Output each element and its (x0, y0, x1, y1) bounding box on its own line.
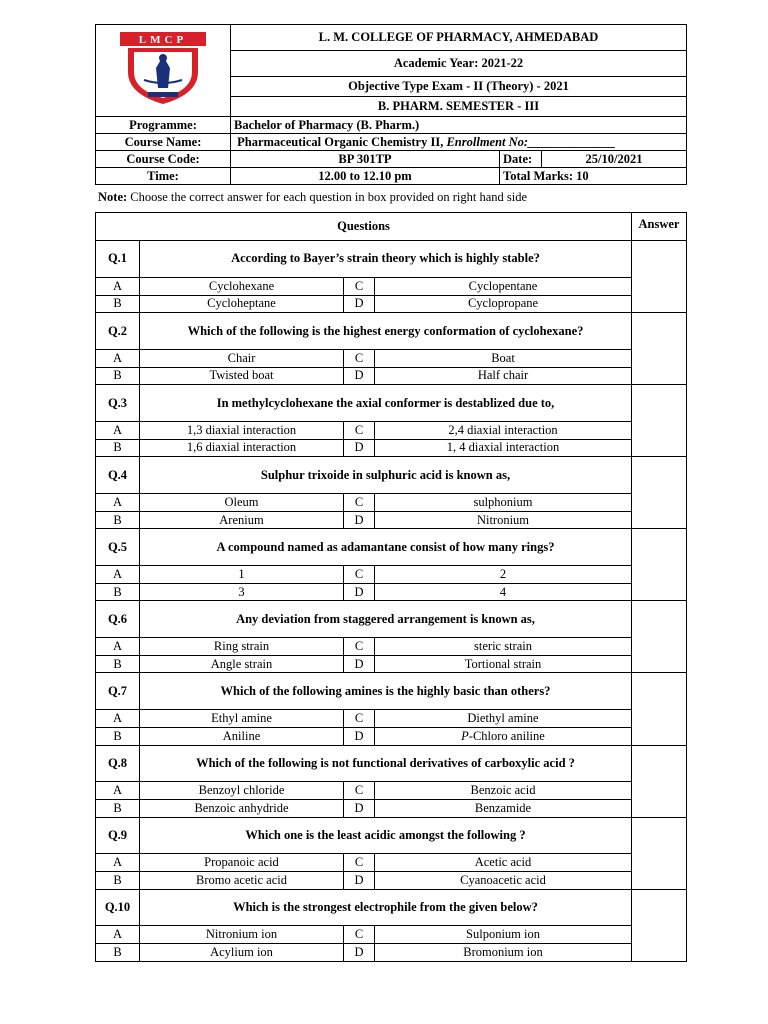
option-d-label: D (344, 367, 375, 385)
option-d-label: D (344, 799, 375, 817)
question-row (96, 385, 687, 422)
question-row (96, 673, 687, 710)
option-d-text: Cyanoacetic acid (375, 871, 632, 889)
option-row (96, 349, 687, 367)
question-number: Q.1 (96, 241, 140, 278)
course-name: Pharmaceutical Organic Chemistry II, (237, 134, 444, 149)
question-number: Q.10 (96, 889, 140, 926)
option-a-label: A (96, 637, 140, 655)
answer-box[interactable] (632, 241, 687, 313)
option-b-label: B (96, 295, 140, 313)
course-name-label: Course Name: (96, 134, 231, 151)
option-c-text: Boat (375, 349, 632, 367)
option-d-text (375, 727, 632, 745)
question-number: Q.2 (96, 313, 140, 350)
option-d-text: 4 (375, 583, 632, 601)
option-d-text: Cyclopropane (375, 295, 632, 313)
question-number: Q.6 (96, 601, 140, 638)
answer-box[interactable] (632, 889, 687, 961)
question-text: Which of the following is not functional derivatives of carboxylic acid ? (140, 745, 632, 782)
option-b-label: B (96, 727, 140, 745)
option-c-text: Acetic acid (375, 854, 632, 872)
question-text: Any deviation from staggered arrangement is known as, (140, 601, 632, 638)
note-text: Choose the correct answer for each question in box provided on right hand side (127, 190, 528, 204)
option-c-text: Sulponium ion (375, 926, 632, 944)
option-a-text: Propanoic acid (140, 854, 344, 872)
option-a-label: A (96, 277, 140, 295)
option-row (96, 782, 687, 800)
option-b-label: B (96, 511, 140, 529)
date-label: Date: (500, 151, 542, 168)
option-a-label: A (96, 710, 140, 728)
answer-box[interactable] (632, 529, 687, 601)
programme-label: Programme: (96, 117, 231, 134)
programme-value: Bachelor of Pharmacy (B. Pharm.) (231, 117, 687, 134)
answer-box[interactable] (632, 817, 687, 889)
option-c-label: C (344, 277, 375, 295)
option-d-label: D (344, 727, 375, 745)
option-row (96, 439, 687, 457)
question-number: Q.7 (96, 673, 140, 710)
option-row (96, 854, 687, 872)
option-a-text: Chair (140, 349, 344, 367)
course-name-value (231, 134, 687, 151)
option-a-label: A (96, 421, 140, 439)
option-d-text: Half chair (375, 367, 632, 385)
option-c-label: C (344, 349, 375, 367)
option-row (96, 565, 687, 583)
question-text: Which one is the least acidic amongst the following ? (140, 817, 632, 854)
option-d-label: D (344, 583, 375, 601)
option-d-text: Benzamide (375, 799, 632, 817)
option-row (96, 421, 687, 439)
question-row (96, 817, 687, 854)
option-a-text: Benzoyl chloride (140, 782, 344, 800)
option-b-text: Bromo acetic acid (140, 871, 344, 889)
question-text: According to Bayer’s strain theory which is highly stable? (140, 241, 632, 278)
exam-header (95, 24, 687, 185)
option-b-label: B (96, 943, 140, 961)
question-row (96, 745, 687, 782)
option-d-prefix: P (461, 728, 469, 743)
option-a-label: A (96, 926, 140, 944)
option-a-text: Ring strain (140, 637, 344, 655)
answer-box[interactable] (632, 457, 687, 529)
option-c-text: sulphonium (375, 493, 632, 511)
option-d-text: 1, 4 diaxial interaction (375, 439, 632, 457)
instructions-note (98, 190, 527, 205)
option-c-text: Cyclopentane (375, 277, 632, 295)
total-marks: Total Marks: 10 (500, 168, 687, 185)
option-b-text: Benzoic anhydride (140, 799, 344, 817)
option-row (96, 295, 687, 313)
option-b-text: 1,6 diaxial interaction (140, 439, 344, 457)
option-c-label: C (344, 637, 375, 655)
option-a-label: A (96, 493, 140, 511)
option-d-value: -Chloro aniline (468, 728, 545, 743)
option-c-text: 2,4 diaxial interaction (375, 421, 632, 439)
question-number: Q.3 (96, 385, 140, 422)
semester: B. PHARM. SEMESTER - III (231, 97, 687, 117)
answer-box[interactable] (632, 601, 687, 673)
note-label: Note: (98, 190, 128, 204)
question-row (96, 457, 687, 494)
question-row (96, 601, 687, 638)
course-code-value: BP 301TP (231, 151, 500, 168)
option-a-text: 1,3 diaxial interaction (140, 421, 344, 439)
option-a-text: Nitronium ion (140, 926, 344, 944)
option-b-label: B (96, 583, 140, 601)
questions-table (95, 212, 687, 962)
date-value: 25/10/2021 (542, 151, 687, 168)
option-b-label: B (96, 655, 140, 673)
svg-text:LMCP: LMCP (138, 34, 188, 46)
option-a-label: A (96, 854, 140, 872)
option-row (96, 583, 687, 601)
question-number: Q.5 (96, 529, 140, 566)
option-b-text: 3 (140, 583, 344, 601)
option-c-label: C (344, 710, 375, 728)
question-row (96, 313, 687, 350)
answer-header: Answer (632, 213, 687, 241)
question-row (96, 889, 687, 926)
option-row (96, 710, 687, 728)
course-code-label: Course Code: (96, 151, 231, 168)
question-text: Which of the following is the highest energy conformation of cyclohexane? (140, 313, 632, 350)
question-text: A compound named as adamantane consist of how many rings? (140, 529, 632, 566)
question-text: Which of the following amines is the highly basic than others? (140, 673, 632, 710)
time-label: Time: (96, 168, 231, 185)
option-a-text: Oleum (140, 493, 344, 511)
option-d-label: D (344, 439, 375, 457)
option-c-label: C (344, 854, 375, 872)
option-d-label: D (344, 943, 375, 961)
enrollment-field: Enrollment No:______________ (446, 134, 616, 149)
college-name: L. M. COLLEGE OF PHARMACY, AHMEDABAD (231, 25, 687, 51)
academic-year: Academic Year: 2021-22 (231, 51, 687, 77)
option-row (96, 727, 687, 745)
option-d-label: D (344, 871, 375, 889)
time-value: 12.00 to 12.10 pm (231, 168, 500, 185)
option-b-text: Aniline (140, 727, 344, 745)
option-c-text: Diethyl amine (375, 710, 632, 728)
option-row (96, 655, 687, 673)
question-number: Q.8 (96, 745, 140, 782)
option-b-label: B (96, 799, 140, 817)
option-b-text: Cycloheptane (140, 295, 344, 313)
question-text: In methylcyclohexane the axial conformer is destablized due to, (140, 385, 632, 422)
option-c-text: 2 (375, 565, 632, 583)
option-row (96, 637, 687, 655)
questions-header: Questions (96, 213, 632, 241)
question-number: Q.4 (96, 457, 140, 494)
option-row (96, 277, 687, 295)
option-b-label: B (96, 367, 140, 385)
option-c-label: C (344, 782, 375, 800)
college-logo (96, 25, 231, 117)
option-c-label: C (344, 565, 375, 583)
option-d-text: Nitronium (375, 511, 632, 529)
option-b-label: B (96, 439, 140, 457)
option-row (96, 943, 687, 961)
option-a-text: 1 (140, 565, 344, 583)
option-a-label: A (96, 565, 140, 583)
option-c-label: C (344, 493, 375, 511)
college-crest-icon (118, 30, 208, 108)
option-row (96, 493, 687, 511)
option-c-text: steric strain (375, 637, 632, 655)
question-row (96, 529, 687, 566)
option-d-label: D (344, 655, 375, 673)
option-row (96, 511, 687, 529)
question-text: Sulphur trixoide in sulphuric acid is known as, (140, 457, 632, 494)
option-c-label: C (344, 421, 375, 439)
option-d-label: D (344, 295, 375, 313)
option-row (96, 799, 687, 817)
option-c-label: C (344, 926, 375, 944)
option-row (96, 871, 687, 889)
option-a-text: Ethyl amine (140, 710, 344, 728)
option-b-text: Arenium (140, 511, 344, 529)
option-d-label: D (344, 511, 375, 529)
option-row (96, 367, 687, 385)
option-b-text: Twisted boat (140, 367, 344, 385)
exam-title: Objective Type Exam - II (Theory) - 2021 (231, 77, 687, 97)
answer-box[interactable] (632, 745, 687, 817)
option-c-text: Benzoic acid (375, 782, 632, 800)
answer-box[interactable] (632, 673, 687, 745)
option-d-text: Tortional strain (375, 655, 632, 673)
option-a-label: A (96, 349, 140, 367)
option-b-text: Angle strain (140, 655, 344, 673)
option-row (96, 926, 687, 944)
question-row (96, 241, 687, 278)
question-number: Q.9 (96, 817, 140, 854)
answer-box[interactable] (632, 385, 687, 457)
option-a-label: A (96, 782, 140, 800)
option-d-text: Bromonium ion (375, 943, 632, 961)
question-text: Which is the strongest electrophile from the given below? (140, 889, 632, 926)
option-b-label: B (96, 871, 140, 889)
option-a-text: Cyclohexane (140, 277, 344, 295)
answer-box[interactable] (632, 313, 687, 385)
option-b-text: Acylium ion (140, 943, 344, 961)
